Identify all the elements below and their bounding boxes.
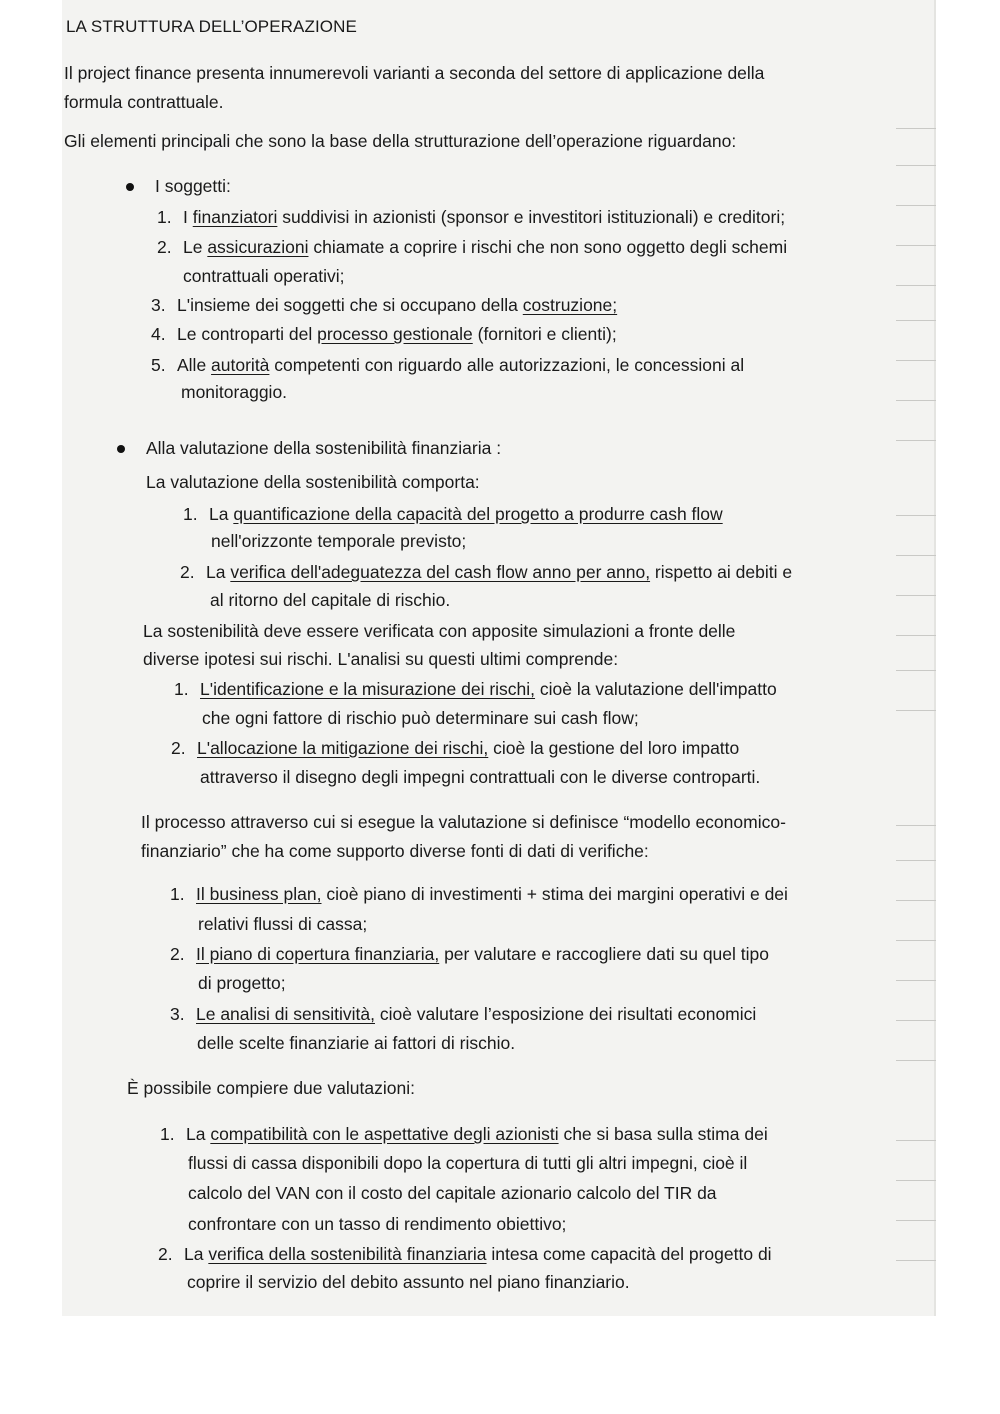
paragraph-line: Il processo attraverso cui si esegue la valutazione si definisce “modello economico- — [141, 812, 786, 832]
item-number: 1. — [174, 679, 189, 699]
item-text: suddivisi in azionisti (sponsor e investitori istituzionali) e creditori; — [277, 207, 786, 227]
item-underlined: finanziatori — [192, 207, 278, 227]
list-item-continuation: calcolo del VAN con il costo del capitale azionario calcolo del TIR da — [188, 1183, 717, 1203]
item-text: Alle — [177, 355, 212, 375]
list-item — [171, 737, 739, 759]
paragraph-line: La sostenibilità deve essere verificata con apposite simulazioni a fronte delle — [143, 621, 736, 641]
item-underlined: verifica dell'adeguatezza del cash flow anno per anno, — [230, 562, 651, 582]
list-item — [170, 943, 769, 965]
list-item-continuation: contrattuali operativi; — [183, 266, 345, 286]
item-underlined: processo gestionale — [317, 324, 473, 344]
list-item-continuation: nell'orizzonte temporale previsto; — [211, 531, 467, 551]
bleed-through-line — [896, 670, 936, 671]
item-text: per valutare e raccogliere dati su quel tipo — [439, 944, 769, 964]
bleed-through-line — [896, 128, 936, 129]
item-underlined: assicurazioni — [207, 237, 309, 257]
list-item — [158, 1243, 772, 1265]
sostenibilita-heading: Alla valutazione della sostenibilità finanziaria : — [146, 438, 502, 458]
item-underlined: quantificazione della capacità del progetto a produrre cash flow — [233, 504, 723, 524]
bleed-through-line — [896, 860, 936, 861]
list-item-continuation: delle scelte finanziarie ai fattori di rischio. — [197, 1033, 516, 1053]
list-item-continuation: al ritorno del capitale di rischio. — [210, 590, 451, 610]
bleed-through-line — [896, 360, 936, 361]
bleed-through-line — [896, 1020, 936, 1021]
list-item — [151, 354, 744, 376]
sostenibilita-sub: La valutazione della sostenibilità comporta: — [146, 472, 480, 492]
item-text: La — [206, 562, 231, 582]
page-title: LA STRUTTURA DELL’OPERAZIONE — [66, 17, 357, 36]
item-number: 2. — [157, 237, 172, 257]
bleed-through-line — [896, 1260, 936, 1261]
item-underlined: L'identificazione e la misurazione dei rischi, — [200, 679, 536, 699]
bleed-through-line — [896, 320, 936, 321]
list-item-continuation: coprire il servizio del debito assunto nel piano finanziario. — [187, 1272, 630, 1292]
list-item — [174, 678, 777, 700]
list-item — [170, 1003, 756, 1025]
valutazioni-heading: È possibile compiere due valutazioni: — [127, 1078, 415, 1098]
bleed-through-line — [896, 1180, 936, 1181]
bleed-through-line — [896, 825, 936, 826]
item-underlined: costruzione; — [522, 295, 618, 315]
list-item-continuation: che ogni fattore di rischio può determinare sui cash flow; — [202, 708, 639, 728]
bleed-through-line — [896, 205, 936, 206]
item-number: 1. — [157, 207, 172, 227]
bleed-through-line — [896, 555, 936, 556]
bleed-through-line — [896, 400, 936, 401]
bleed-through-line — [896, 710, 936, 711]
item-text: competenti con riguardo alle autorizzazioni, le concessioni al — [269, 355, 745, 375]
item-number: 5. — [151, 355, 166, 375]
bleed-through-line — [896, 595, 936, 596]
list-item — [151, 323, 617, 345]
item-text: cioè la valutazione dell'impatto — [535, 679, 777, 699]
bleed-through-line — [896, 165, 936, 166]
list-item — [170, 883, 788, 905]
item-text: (fornitori e clienti); — [472, 324, 617, 344]
item-text: Le controparti del — [177, 324, 318, 344]
item-number: 4. — [151, 324, 166, 344]
item-underlined: autorità — [211, 355, 270, 375]
bullet-icon — [126, 183, 134, 191]
item-number: 2. — [170, 944, 185, 964]
bleed-through-line — [896, 980, 936, 981]
bleed-through-line — [896, 940, 936, 941]
item-text: La — [184, 1244, 209, 1264]
list-item-continuation: confrontare con un tasso di rendimento obiettivo; — [188, 1214, 567, 1234]
item-number: 2. — [171, 738, 186, 758]
paragraph-line: diverse ipotesi sui rischi. L'analisi su questi ultimi comprende: — [143, 649, 619, 669]
item-number: 3. — [151, 295, 166, 315]
item-underlined: compatibilità con le aspettative degli azionisti — [210, 1124, 559, 1144]
soggetti-heading: I soggetti: — [155, 176, 231, 196]
item-text: La — [209, 504, 234, 524]
item-text: I — [183, 207, 193, 227]
item-underlined: verifica della sostenibilità finanziaria — [208, 1244, 487, 1264]
item-text: intesa come capacità del progetto di — [486, 1244, 772, 1264]
item-text: chiamate a coprire i rischi che non sono oggetto degli schemi — [308, 237, 788, 257]
item-text: cioè piano di investimenti + stima dei margini operativi e dei — [321, 884, 788, 904]
bleed-through-line — [896, 1140, 936, 1141]
item-number: 1. — [160, 1124, 175, 1144]
item-number: 2. — [158, 1244, 173, 1264]
list-item — [183, 503, 723, 525]
item-text: cioè valutare l’esposizione dei risultati economici — [374, 1004, 757, 1024]
item-text: che si basa sulla stima dei — [558, 1124, 768, 1144]
bleed-through-line — [896, 1060, 936, 1061]
item-number: 1. — [170, 884, 185, 904]
list-item — [180, 561, 792, 583]
list-item-continuation: flussi di cassa disponibili dopo la copertura di tutti gli altri impegni, cioè il — [188, 1153, 748, 1173]
elements-intro: Gli elementi principali che sono la base della strutturazione dell’operazione riguardano: — [64, 131, 737, 151]
intro-line: Il project finance presenta innumerevoli varianti a seconda del settore di applicazione della — [64, 63, 765, 83]
item-underlined: Il business plan, — [196, 884, 322, 904]
item-number: 2. — [180, 562, 195, 582]
bleed-through-line — [896, 635, 936, 636]
item-text: La — [186, 1124, 211, 1144]
paragraph-line: finanziario” che ha come supporto diverse fonti di dati di verifiche: — [141, 841, 649, 861]
bullet-icon — [117, 445, 125, 453]
list-item-continuation: di progetto; — [198, 973, 286, 993]
item-text: Le — [183, 237, 208, 257]
list-item — [151, 294, 617, 316]
item-text: rispetto ai debiti e — [650, 562, 793, 582]
item-number: 1. — [183, 504, 198, 524]
list-item-continuation: attraverso il disegno degli impegni contrattuali con le diverse controparti. — [200, 767, 761, 787]
list-item-continuation: relativi flussi di cassa; — [198, 914, 368, 934]
list-item-continuation: monitoraggio. — [181, 382, 288, 402]
list-item — [160, 1123, 768, 1145]
list-item — [157, 206, 785, 228]
item-underlined: Le analisi di sensitività, — [196, 1004, 375, 1024]
item-text: cioè la gestione del loro impatto — [488, 738, 740, 758]
intro-line: formula contrattuale. — [64, 92, 224, 112]
bleed-through-line — [896, 440, 936, 441]
list-item — [157, 236, 787, 258]
item-underlined: Il piano di copertura finanziaria, — [196, 944, 440, 964]
bleed-through-line — [896, 900, 936, 901]
item-underlined: L'allocazione la mitigazione dei rischi, — [197, 738, 489, 758]
bleed-through-line — [896, 245, 936, 246]
bleed-through-line — [896, 1220, 936, 1221]
item-number: 3. — [170, 1004, 185, 1024]
bleed-through-line — [896, 285, 936, 286]
bleed-through-line — [896, 515, 936, 516]
item-text: L'insieme dei soggetti che si occupano della — [177, 295, 523, 315]
